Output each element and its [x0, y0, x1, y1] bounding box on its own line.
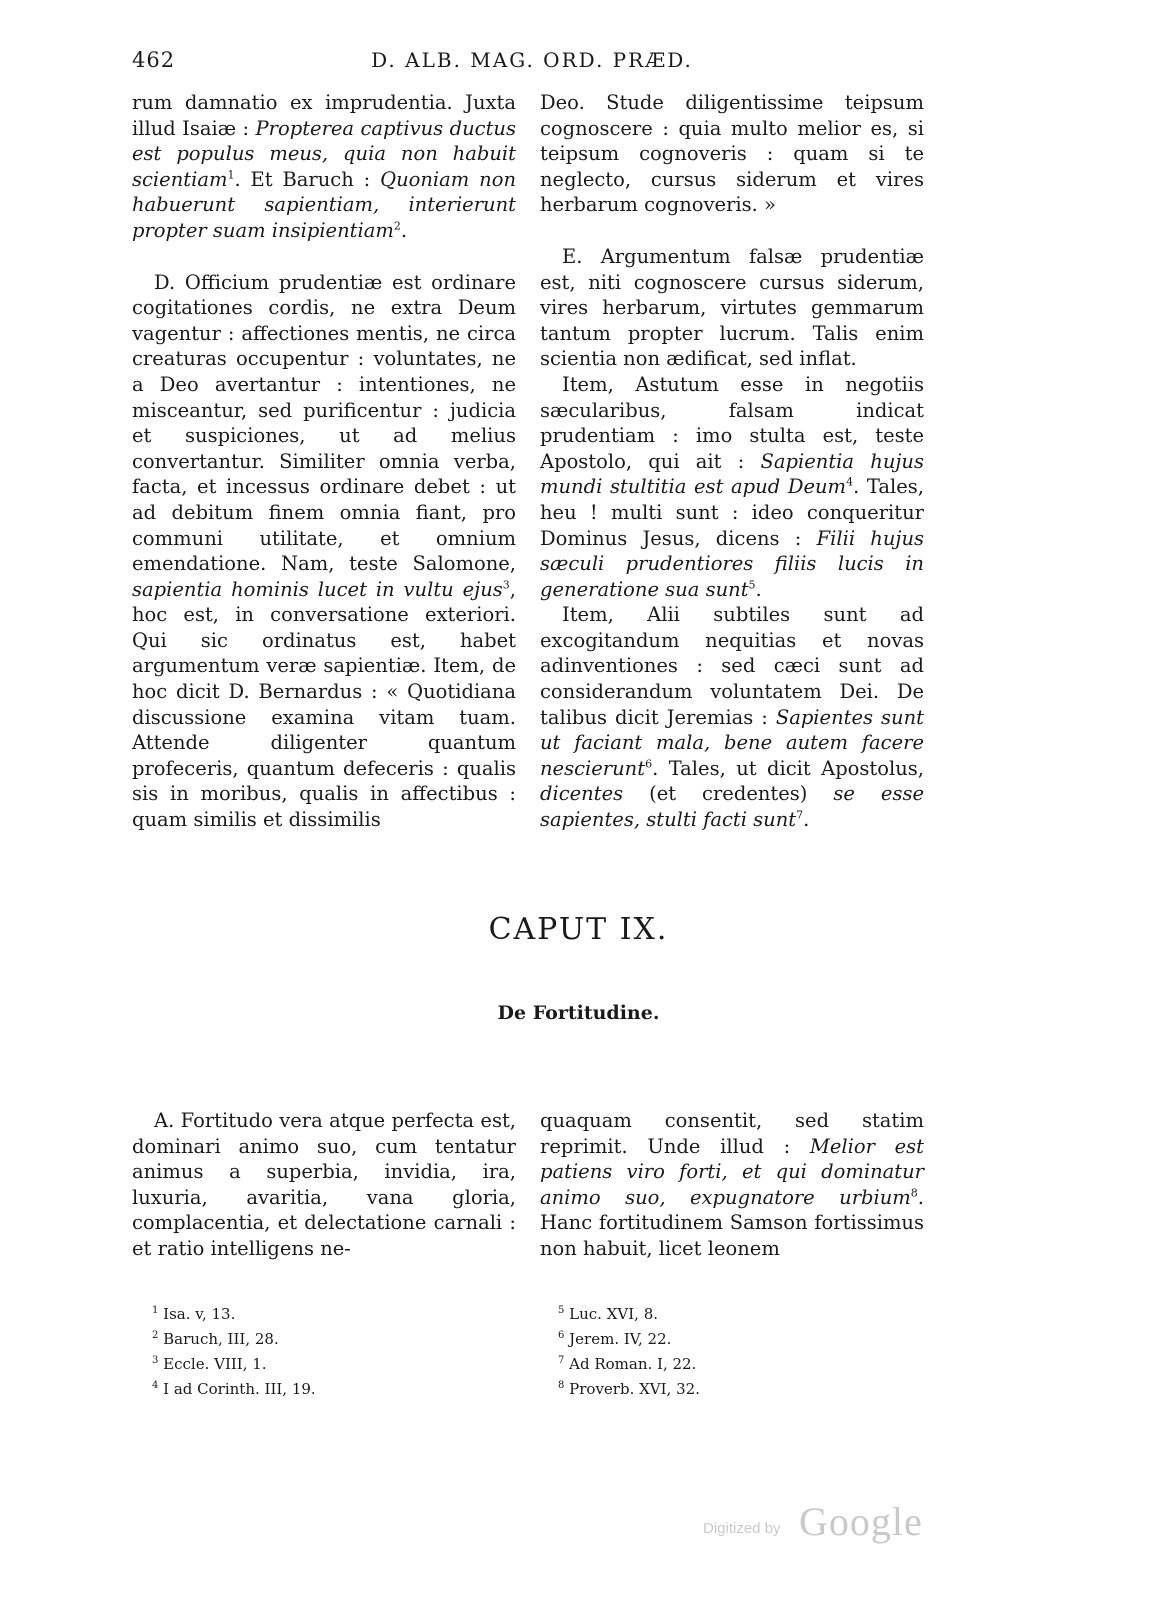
watermark-prefix: Digitized by	[703, 1520, 781, 1537]
italic-quote: Filii hujus sæculi prudentiores filiis lucis in generatione sua sunt	[540, 526, 925, 601]
footnote	[152, 1350, 512, 1375]
italic-quote: Propterea captivus ductus est populus meus, quia non habuit scientiam	[132, 116, 516, 191]
page-header	[132, 48, 932, 78]
footnote-text: Baruch, III, 28.	[163, 1330, 279, 1348]
footnote-number: 7	[558, 1355, 565, 1366]
chapter-title: CAPUT IX.	[488, 912, 669, 947]
footnote-text: Proverb. XVI, 32.	[569, 1380, 700, 1398]
text-run: .	[803, 808, 810, 832]
footnote-text: Eccle. VIII, 1.	[163, 1355, 267, 1373]
italic-quote: se esse sapientes, stulti facti sunt	[540, 782, 925, 832]
text-run: quaquam consentit, sed statim reprimit. Unde illud :	[540, 1109, 924, 1158]
italic-quote: Melior est patiens viro forti, et qui dominatur animo suo, expugnatore urbium	[540, 1134, 924, 1209]
footnote-text: Isa. v, 13.	[163, 1305, 236, 1323]
text-run: .	[755, 577, 762, 601]
bottom-left-column	[132, 1108, 516, 1262]
footnote-ref: 1	[227, 168, 235, 182]
footnotes-left	[152, 1300, 512, 1400]
footnote	[558, 1300, 918, 1325]
footnote-text: Ad Roman. I, 22.	[569, 1355, 697, 1373]
paragraph	[540, 602, 924, 832]
digitized-watermark	[703, 1498, 943, 1548]
italic-quote: sapientia hominis lucet in vultu ejus	[132, 577, 503, 601]
italic-quote: Sapientes sunt ut faciant mala, bene autem facere nescierunt	[540, 705, 924, 780]
footnote	[558, 1325, 918, 1350]
footnote-ref: 5	[748, 578, 756, 592]
footnote-number: 5	[558, 1305, 565, 1316]
top-left-column	[132, 90, 516, 833]
footnote-text: Jerem. IV, 22.	[569, 1330, 672, 1348]
footnote	[152, 1300, 512, 1325]
footnote-number: 1	[152, 1305, 159, 1316]
text-run: rum damnatio ex imprudentia. Juxta illud Isaiæ :	[132, 91, 516, 140]
top-right-column	[540, 90, 924, 833]
footnote	[152, 1375, 512, 1400]
footnote-ref: 6	[645, 757, 653, 771]
footnote-text: I ad Corinth. III, 19.	[163, 1380, 316, 1398]
text-run: , hoc est, in conversatione exteriori. Qui sic ordinatus est, habet argumentum veræ sapientiæ. Item, de hoc dicit D. Bernardus : « Quotidiana discussione examina vitam tuam. Attende diligenter quantum profeceris, quantum defeceris : qualis sis in moribus, qualis in affectibus : quam similis et dissimilis	[132, 577, 516, 832]
footnote-number: 3	[152, 1355, 159, 1366]
text-run: Item, Astutum esse in negotiis sæcularibus, falsam indicat prudentiam : imo stulta est, teste Apostolo, qui ait :	[540, 372, 924, 473]
footnote	[558, 1375, 918, 1400]
text-run: . Et Baruch :	[234, 167, 381, 191]
footnote-ref: 2	[393, 219, 401, 233]
paragraph	[540, 90, 924, 218]
google-logo: Google	[799, 1499, 923, 1544]
italic-quote: Quoniam non habuerunt sapientiam, interierunt propter suam insipientiam	[132, 167, 516, 242]
footnote-ref: 7	[796, 808, 804, 822]
text-run: . Hanc fortitudinem Samson fortissimus non habuit, licet leonem	[540, 1185, 924, 1260]
text-run: Deo. Stude diligentissime teipsum cognoscere : quia multo melior es, si teipsum cognoveris : quam si te neglecto, cursus siderum et vires herbarum cognoveris. »	[540, 91, 924, 217]
text-run: A. Fortitudo vera atque perfecta est, dominari animo suo, cum tentatur animus a superbia, invidia, ira, luxuria, avaritia, vana gloria, complacentia, et delectatione carnali : et ratio intelligens ne-	[132, 1109, 516, 1260]
italic-quote: dicentes	[540, 782, 624, 806]
text-run: D. Officium prudentiæ est ordinare cogitationes cordis, ne extra Deum vagentur : affectiones mentis, ne circa creaturas occupentur : voluntates, ne a Deo avertantur : intentiones, ne misceantur, sed purificentur : judicia et suspiciones, ut ad melius convertantur. Similiter omnia verba, facta, et incessus ordinare debet : ut ad debitum finem omnia fiant, pro communi utilitate, et omnium emendatione. Nam, teste Salomone,	[132, 270, 516, 576]
footnote-text: Luc. XVI, 8.	[569, 1305, 658, 1323]
paragraph	[540, 372, 924, 602]
footnote	[152, 1325, 512, 1350]
italic-quote: Sapientia hujus mundi stultitia est apud Deum	[540, 449, 924, 499]
text-run: . Tales, heu ! multi sunt : ideo conqueritur Dominus Jesus, dicens :	[540, 475, 925, 550]
chapter-subtitle: De Fortitudine.	[497, 1002, 660, 1024]
paragraph	[540, 1108, 924, 1262]
paragraph	[132, 1108, 516, 1262]
paragraph	[540, 244, 924, 372]
text-run: E. Argumentum falsæ prudentiæ est, niti cognoscere cursus siderum, vires herbarum, virtutes gemmarum tantum propter lucrum. Talis enim scientia non ædificat, sed inflat.	[540, 244, 924, 371]
running-head: D. ALB. MAG. ORD. PRÆD.	[371, 48, 693, 72]
bottom-right-column	[540, 1108, 924, 1262]
footnote-ref: 4	[846, 475, 854, 489]
footnote-ref: 3	[502, 578, 510, 592]
footnote-number: 2	[152, 1330, 159, 1341]
paragraph	[132, 90, 516, 244]
footnote-number: 8	[558, 1380, 565, 1391]
footnote-number: 6	[558, 1330, 565, 1341]
page-number: 462	[132, 48, 176, 72]
footnote	[558, 1350, 918, 1375]
text-run: (et credentes)	[623, 782, 834, 806]
footnotes-right	[558, 1300, 918, 1400]
text-run: Item, Alii subtiles sunt ad excogitandum nequitias et novas adinventiones : sed cæci sunt ad considerandum voluntatem Dei. De talibus dicit Jeremias :	[540, 603, 924, 729]
paragraph	[132, 270, 516, 833]
text-run: . Tales, ut dicit Apostolus,	[652, 756, 924, 780]
footnote-number: 4	[152, 1380, 159, 1391]
footnote-ref: 8	[910, 1186, 918, 1200]
text-run: .	[400, 218, 408, 242]
